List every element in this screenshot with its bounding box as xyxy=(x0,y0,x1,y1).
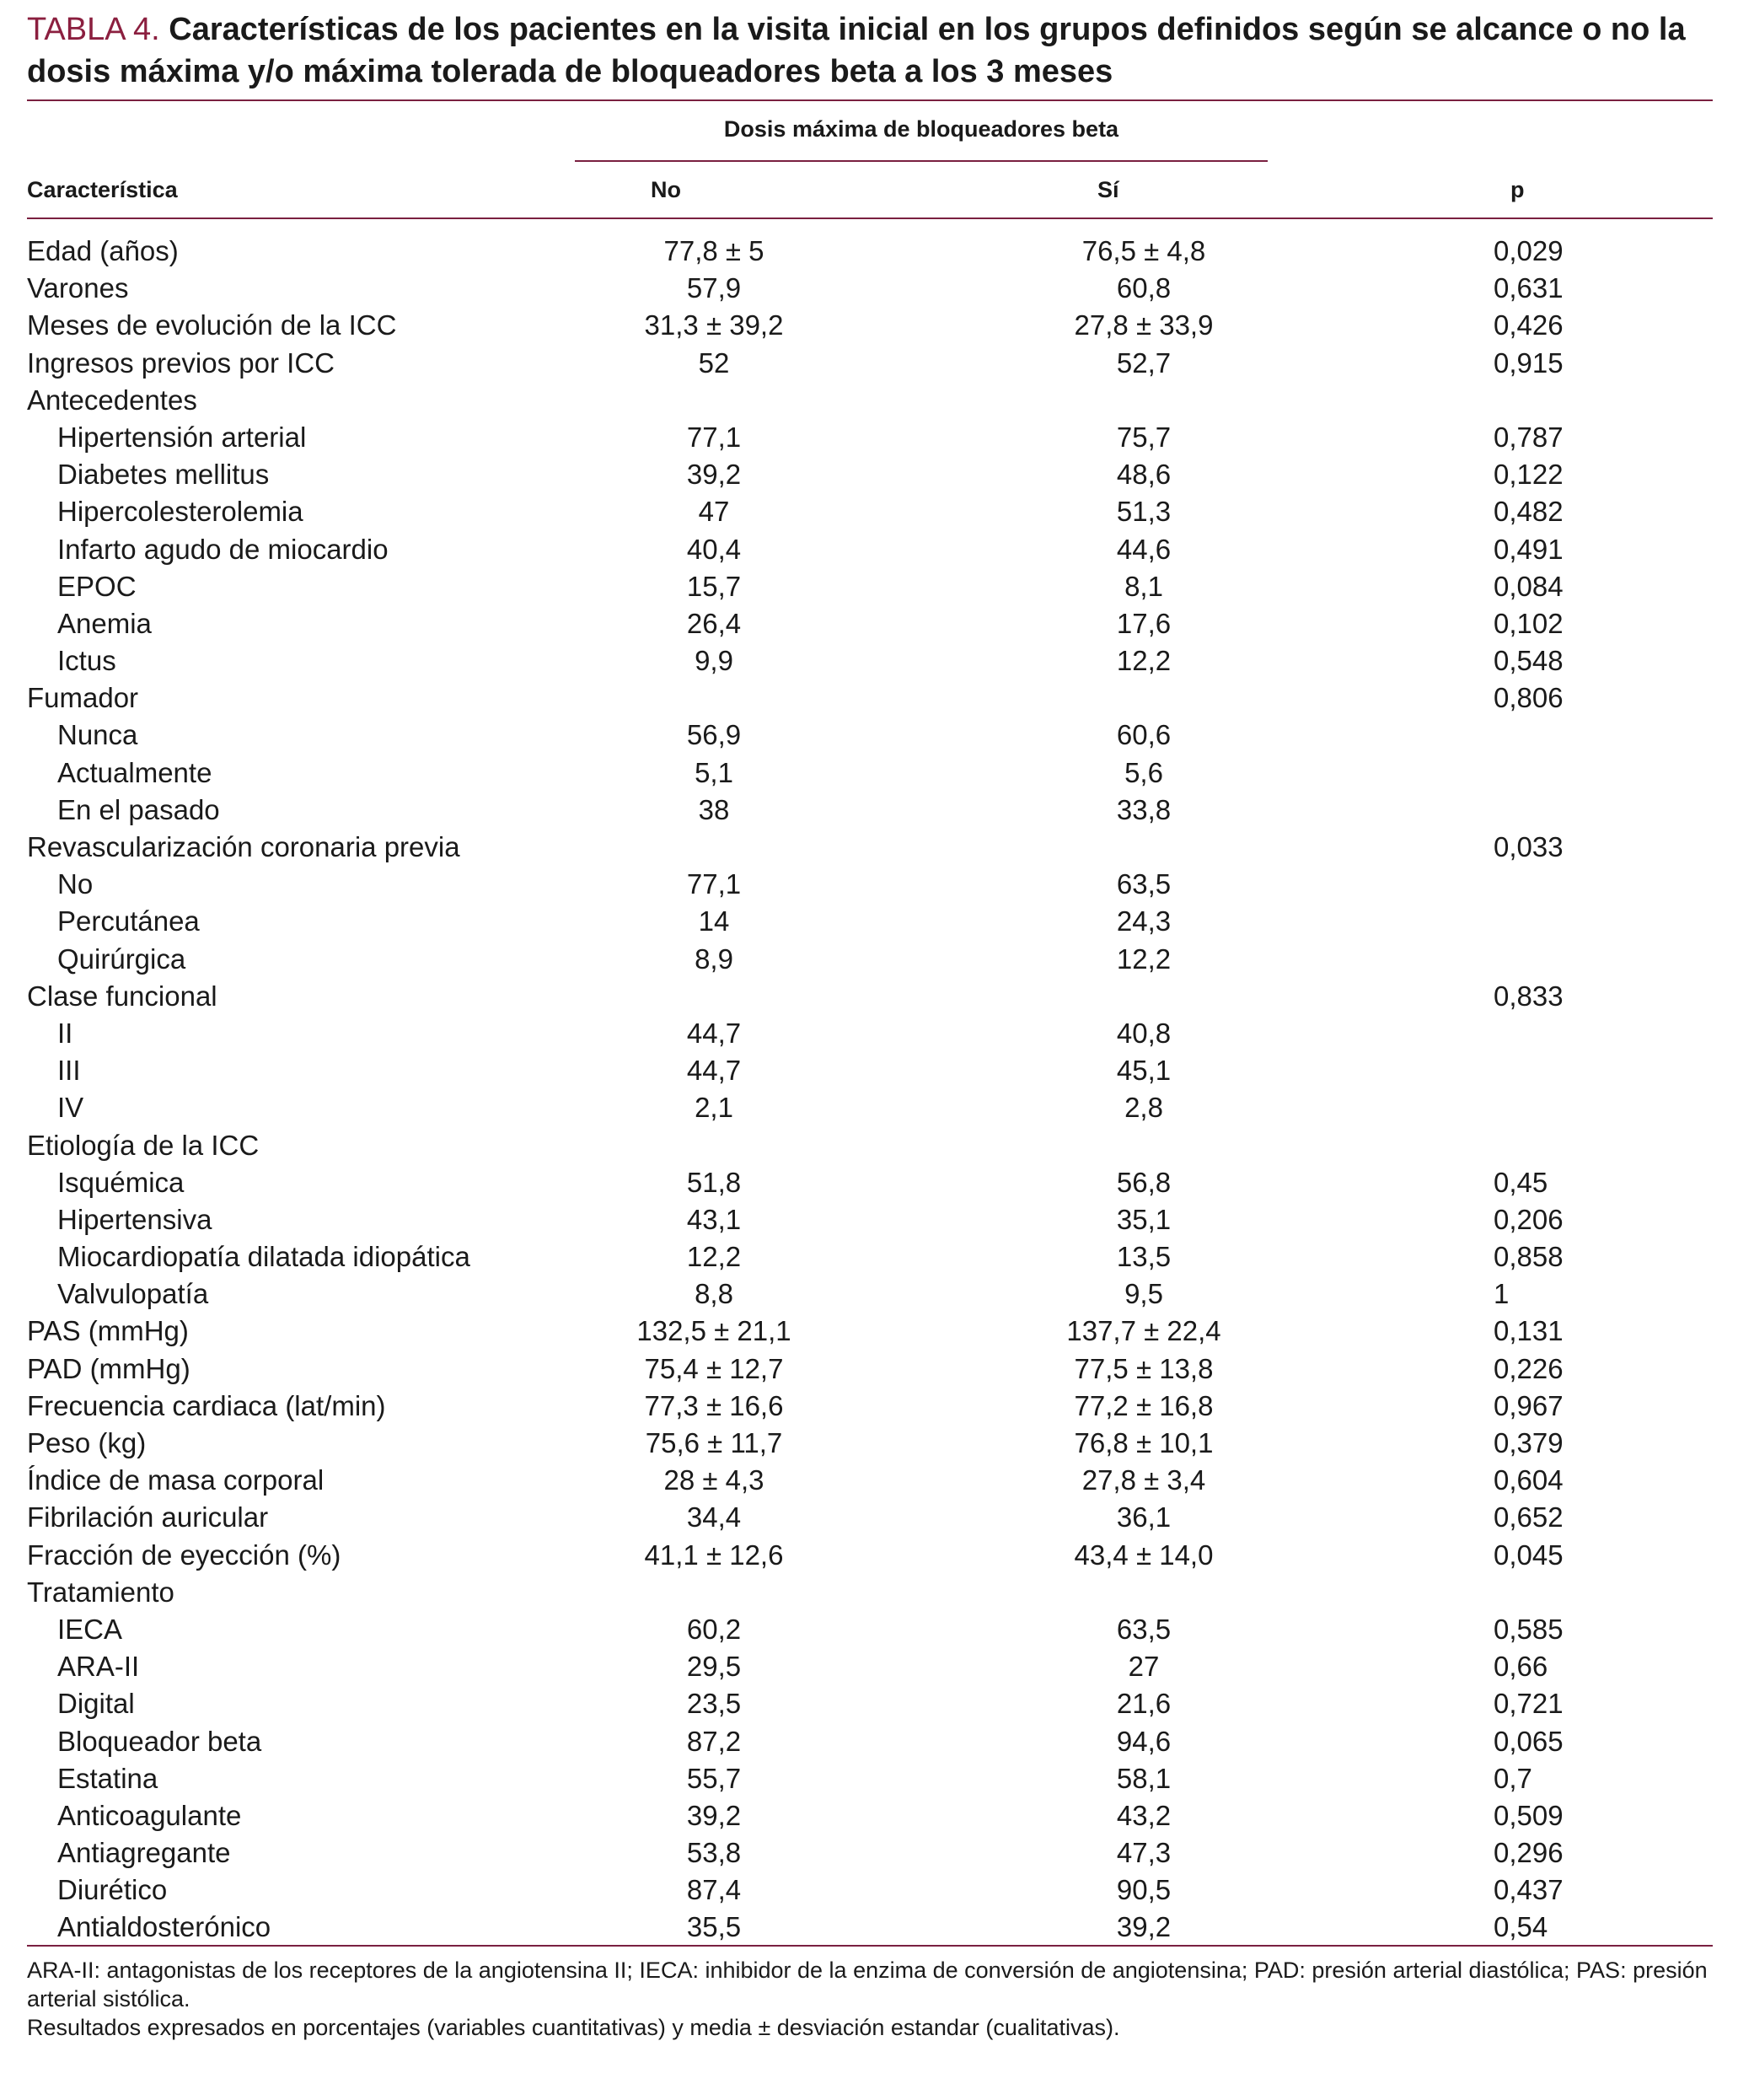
row-value-no: 60,2 xyxy=(686,1613,742,1645)
bottom-rule xyxy=(27,1945,1713,1947)
row-value-no: 14 xyxy=(698,905,730,937)
row-label: ARA-II xyxy=(57,1651,140,1683)
column-header-characteristic: Característica xyxy=(27,177,178,202)
row-label: Fibrilación auricular xyxy=(27,1501,269,1533)
row-value-p: 1 xyxy=(1494,1278,1510,1310)
row-value-si: 76,8 ± 10,1 xyxy=(1074,1427,1214,1458)
row-label: Tratamiento xyxy=(27,1576,174,1608)
row-value-p: 0,033 xyxy=(1494,831,1564,862)
table-row xyxy=(27,1574,1713,1611)
row-label: Nunca xyxy=(57,719,138,751)
row-value-si: 43,2 xyxy=(1116,1799,1172,1831)
row-value-no: 77,1 xyxy=(686,421,742,453)
row-value-si: 137,7 ± 22,4 xyxy=(1066,1315,1221,1347)
row-label: Diurético xyxy=(57,1874,168,1906)
table-row xyxy=(27,1797,1713,1834)
row-label: Estatina xyxy=(57,1762,158,1794)
row-value-p: 0,102 xyxy=(1494,607,1564,639)
row-label: Varones xyxy=(27,272,129,304)
table-row xyxy=(27,903,1713,940)
row-label: II xyxy=(57,1017,73,1049)
row-label: IECA xyxy=(57,1613,123,1645)
row-value-p: 0,787 xyxy=(1494,421,1564,453)
row-value-p: 0,437 xyxy=(1494,1874,1564,1906)
table-row xyxy=(27,1834,1713,1872)
row-value-p: 0,833 xyxy=(1494,980,1564,1012)
row-value-no: 38 xyxy=(698,793,730,825)
row-label: Ingresos previos por ICC xyxy=(27,346,335,379)
table-row xyxy=(27,345,1713,382)
row-label: Digital xyxy=(57,1688,135,1720)
row-label: Quirúrgica xyxy=(57,943,186,975)
row-label: Diabetes mellitus xyxy=(57,459,270,491)
table-title xyxy=(27,8,1713,93)
row-label: Etiología de la ICC xyxy=(27,1129,260,1161)
row-value-no: 12,2 xyxy=(686,1241,742,1273)
row-label: Valvulopatía xyxy=(57,1278,209,1310)
row-value-si: 63,5 xyxy=(1116,868,1172,900)
row-value-no: 15,7 xyxy=(686,570,742,602)
row-value-p: 0,54 xyxy=(1494,1911,1548,1943)
group-header: Dosis máxima de bloqueadores beta xyxy=(723,116,1119,142)
row-label: Clase funcional xyxy=(27,980,217,1012)
row-value-no: 35,5 xyxy=(686,1911,742,1943)
row-label: Isquémica xyxy=(57,1166,185,1198)
row-label: En el pasado xyxy=(57,793,220,825)
table-body xyxy=(27,233,1713,1947)
row-value-si: 12,2 xyxy=(1116,943,1172,975)
table-row xyxy=(27,755,1713,792)
row-value-si: 35,1 xyxy=(1116,1203,1172,1235)
table-row xyxy=(27,1611,1713,1648)
row-value-no: 51,8 xyxy=(686,1166,742,1198)
row-value-no: 5,1 xyxy=(695,756,733,788)
table-row xyxy=(27,792,1713,829)
row-value-si: 5,6 xyxy=(1124,756,1163,788)
row-value-no: 47 xyxy=(698,496,730,528)
table-row xyxy=(27,1425,1713,1462)
table-row xyxy=(27,605,1713,642)
table-row xyxy=(27,493,1713,530)
row-value-no: 87,4 xyxy=(686,1874,742,1906)
table-row xyxy=(27,531,1713,568)
row-value-p: 0,45 xyxy=(1494,1166,1548,1198)
header-rule xyxy=(27,218,1713,219)
row-value-no: 28 ± 4,3 xyxy=(663,1464,764,1496)
table-row xyxy=(27,1238,1713,1276)
table-number: TABLA 4. xyxy=(27,12,160,47)
row-value-si: 56,8 xyxy=(1116,1166,1172,1198)
row-label: Edad (años) xyxy=(27,235,179,266)
row-value-si: 77,5 ± 13,8 xyxy=(1074,1352,1214,1384)
row-value-no: 8,8 xyxy=(695,1278,733,1310)
table-row xyxy=(27,1351,1713,1388)
table-row xyxy=(27,1648,1713,1685)
row-value-no: 23,5 xyxy=(686,1688,742,1720)
row-value-no: 55,7 xyxy=(686,1762,742,1794)
row-value-si: 47,3 xyxy=(1116,1837,1172,1869)
row-value-p: 0,065 xyxy=(1494,1725,1564,1757)
table-row xyxy=(27,1089,1713,1126)
table-row xyxy=(27,978,1713,1015)
row-value-si: 24,3 xyxy=(1116,905,1172,937)
table-caption: Características de los pacientes en la visita inicial en los grupos definidos según se alcance o no la dosis máxima y/o máxima tolerada de bloqueadores beta a los 3 meses xyxy=(27,12,1686,89)
row-value-p: 0,806 xyxy=(1494,682,1564,714)
footnotes xyxy=(27,1956,1713,2042)
row-label: Índice de masa corporal xyxy=(27,1464,325,1496)
table-row xyxy=(27,1537,1713,1574)
row-label: IV xyxy=(57,1092,84,1124)
row-value-si: 60,8 xyxy=(1116,272,1172,304)
row-label: Antialdosterónico xyxy=(57,1911,271,1943)
row-value-si: 75,7 xyxy=(1116,421,1172,453)
row-value-p: 0,66 xyxy=(1494,1651,1548,1683)
table-row xyxy=(27,1015,1713,1052)
row-value-p: 0,967 xyxy=(1494,1389,1564,1421)
table-row xyxy=(27,941,1713,978)
row-value-si: 58,1 xyxy=(1116,1762,1172,1794)
table-row xyxy=(27,568,1713,605)
row-value-no: 26,4 xyxy=(686,607,742,639)
table-row xyxy=(27,307,1713,344)
table-row xyxy=(27,1760,1713,1797)
group-header-rule xyxy=(575,160,1268,162)
table-row xyxy=(27,1052,1713,1089)
table-row xyxy=(27,679,1713,717)
row-label: PAD (mmHg) xyxy=(27,1352,190,1384)
row-value-no: 75,4 ± 12,7 xyxy=(644,1352,784,1384)
table-row xyxy=(27,866,1713,903)
table-row xyxy=(27,382,1713,419)
table-row xyxy=(27,1723,1713,1760)
row-value-si: 40,8 xyxy=(1116,1017,1172,1049)
row-value-no: 29,5 xyxy=(686,1651,742,1683)
row-value-p: 0,482 xyxy=(1494,496,1564,528)
row-value-si: 51,3 xyxy=(1116,496,1172,528)
row-value-si: 76,5 ± 4,8 xyxy=(1081,235,1206,266)
row-value-p: 0,631 xyxy=(1494,272,1564,304)
row-value-p: 0,915 xyxy=(1494,346,1564,379)
row-value-p: 0,721 xyxy=(1494,1688,1564,1720)
row-value-si: 43,4 ± 14,0 xyxy=(1074,1539,1214,1571)
table-row xyxy=(27,270,1713,307)
row-value-p: 0,084 xyxy=(1494,570,1564,602)
row-value-si: 36,1 xyxy=(1116,1501,1172,1533)
table-row xyxy=(27,1313,1713,1350)
row-value-no: 56,9 xyxy=(686,719,742,751)
row-value-si: 13,5 xyxy=(1116,1241,1172,1273)
row-label: EPOC xyxy=(57,570,137,602)
row-value-si: 94,6 xyxy=(1116,1725,1172,1757)
footnote-abbreviations: ARA-II: antagonistas de los receptores de la angiotensina II; IECA: inhibidor de la enzima de conversión de angiotensina; PAD: presión arterial diastólica; PAS: presión arterial sistólica. xyxy=(27,1958,1708,2011)
row-value-no: 39,2 xyxy=(686,459,742,491)
row-value-si: 48,6 xyxy=(1116,459,1172,491)
row-value-no: 132,5 ± 21,1 xyxy=(636,1315,791,1347)
row-value-no: 41,1 ± 12,6 xyxy=(644,1539,784,1571)
row-value-si: 8,1 xyxy=(1124,570,1163,602)
row-label: Fumador xyxy=(27,682,139,714)
row-label: Hipertensiva xyxy=(57,1203,212,1235)
row-value-p: 0,7 xyxy=(1494,1762,1532,1794)
table-row xyxy=(27,1872,1713,1909)
table-row xyxy=(27,419,1713,456)
table-row xyxy=(27,1388,1713,1425)
row-value-p: 0,122 xyxy=(1494,459,1564,491)
row-label: Fracción de eyección (%) xyxy=(27,1539,341,1571)
row-value-p: 0,548 xyxy=(1494,645,1564,677)
row-value-si: 39,2 xyxy=(1116,1911,1172,1943)
row-label: Anticoagulante xyxy=(57,1799,242,1831)
row-value-no: 44,7 xyxy=(686,1055,742,1087)
row-value-si: 45,1 xyxy=(1116,1055,1172,1087)
row-value-no: 75,6 ± 11,7 xyxy=(645,1427,783,1458)
row-label: Antiagregante xyxy=(57,1837,231,1869)
row-label: Frecuencia cardiaca (lat/min) xyxy=(27,1389,386,1421)
row-label: Revascularización coronaria previa xyxy=(27,831,460,862)
row-label: PAS (mmHg) xyxy=(27,1315,189,1347)
row-value-p: 0,652 xyxy=(1494,1501,1564,1533)
row-value-no: 39,2 xyxy=(686,1799,742,1831)
row-value-p: 0,509 xyxy=(1494,1799,1564,1831)
row-value-no: 77,8 ± 5 xyxy=(663,235,764,266)
row-value-p: 0,226 xyxy=(1494,1352,1564,1384)
row-value-no: 77,1 xyxy=(686,868,742,900)
row-label: Ictus xyxy=(57,645,116,677)
top-rule xyxy=(27,99,1713,101)
row-value-si: 44,6 xyxy=(1116,533,1172,565)
row-value-si: 27,8 ± 3,4 xyxy=(1081,1464,1206,1496)
row-label: No xyxy=(57,868,94,900)
table-row xyxy=(27,829,1713,866)
row-value-no: 9,9 xyxy=(695,645,733,677)
row-value-no: 77,3 ± 16,6 xyxy=(644,1389,784,1421)
row-value-no: 43,1 xyxy=(686,1203,742,1235)
row-value-p: 0,604 xyxy=(1494,1464,1564,1496)
row-value-no: 87,2 xyxy=(686,1725,742,1757)
table-row xyxy=(27,1276,1713,1313)
row-label: Hipertensión arterial xyxy=(57,421,307,453)
row-value-p: 0,206 xyxy=(1494,1203,1564,1235)
table-row xyxy=(27,1685,1713,1722)
row-value-no: 31,3 ± 39,2 xyxy=(644,309,784,341)
row-value-si: 90,5 xyxy=(1116,1874,1172,1906)
table-row xyxy=(27,456,1713,493)
column-header-no: No xyxy=(651,177,681,202)
row-label: Hipercolesterolemia xyxy=(57,496,303,528)
footnote-results: Resultados expresados en porcentajes (variables cuantitativas) y media ± desviación estandar (cualitativas). xyxy=(27,2015,1120,2040)
row-label: Percutánea xyxy=(57,905,200,937)
row-value-no: 53,8 xyxy=(686,1837,742,1869)
row-value-p: 0,858 xyxy=(1494,1241,1564,1273)
row-label: Bloqueador beta xyxy=(57,1725,262,1757)
row-value-no: 52 xyxy=(698,346,730,379)
column-header-p: p xyxy=(1510,177,1525,202)
row-value-si: 2,8 xyxy=(1124,1092,1163,1124)
row-value-p: 0,379 xyxy=(1494,1427,1564,1458)
table-row xyxy=(27,1499,1713,1536)
row-label: Meses de evolución de la ICC xyxy=(27,309,397,341)
row-value-si: 63,5 xyxy=(1116,1613,1172,1645)
row-value-si: 17,6 xyxy=(1116,607,1172,639)
row-value-p: 0,131 xyxy=(1494,1315,1564,1347)
row-label: Anemia xyxy=(57,607,152,639)
table-row xyxy=(27,1909,1713,1946)
row-label: Miocardiopatía dilatada idiopática xyxy=(57,1241,470,1273)
row-label: III xyxy=(57,1055,81,1087)
table-row xyxy=(27,1164,1713,1201)
row-value-p: 0,585 xyxy=(1494,1613,1564,1645)
row-value-p: 0,029 xyxy=(1494,235,1564,266)
row-label: Infarto agudo de miocardio xyxy=(57,533,389,565)
row-value-p: 0,426 xyxy=(1494,309,1564,341)
table-row xyxy=(27,1201,1713,1238)
row-label: Actualmente xyxy=(57,756,212,788)
row-value-si: 33,8 xyxy=(1116,793,1172,825)
row-value-p: 0,491 xyxy=(1494,533,1564,565)
row-label: Antecedentes xyxy=(27,384,197,416)
row-value-no: 34,4 xyxy=(686,1501,742,1533)
row-value-si: 9,5 xyxy=(1124,1278,1163,1310)
row-value-si: 12,2 xyxy=(1116,645,1172,677)
table-row xyxy=(27,1462,1713,1499)
row-value-si: 21,6 xyxy=(1116,1688,1172,1720)
row-value-no: 44,7 xyxy=(686,1017,742,1049)
table-row xyxy=(27,717,1713,754)
row-value-si: 27,8 ± 33,9 xyxy=(1074,309,1214,341)
row-value-si: 27 xyxy=(1128,1651,1160,1683)
row-value-p: 0,296 xyxy=(1494,1837,1564,1869)
row-value-si: 60,6 xyxy=(1116,719,1172,751)
column-header-si: Sí xyxy=(1097,177,1119,202)
table-row xyxy=(27,642,1713,679)
row-value-p: 0,045 xyxy=(1494,1539,1564,1571)
row-value-no: 57,9 xyxy=(686,272,742,304)
row-value-no: 40,4 xyxy=(686,533,742,565)
row-value-no: 2,1 xyxy=(695,1092,733,1124)
row-label: Peso (kg) xyxy=(27,1427,147,1458)
row-value-si: 52,7 xyxy=(1116,346,1172,379)
row-value-si: 77,2 ± 16,8 xyxy=(1074,1389,1214,1421)
table-row xyxy=(27,233,1713,270)
row-value-no: 8,9 xyxy=(695,943,733,975)
table-row xyxy=(27,1127,1713,1164)
